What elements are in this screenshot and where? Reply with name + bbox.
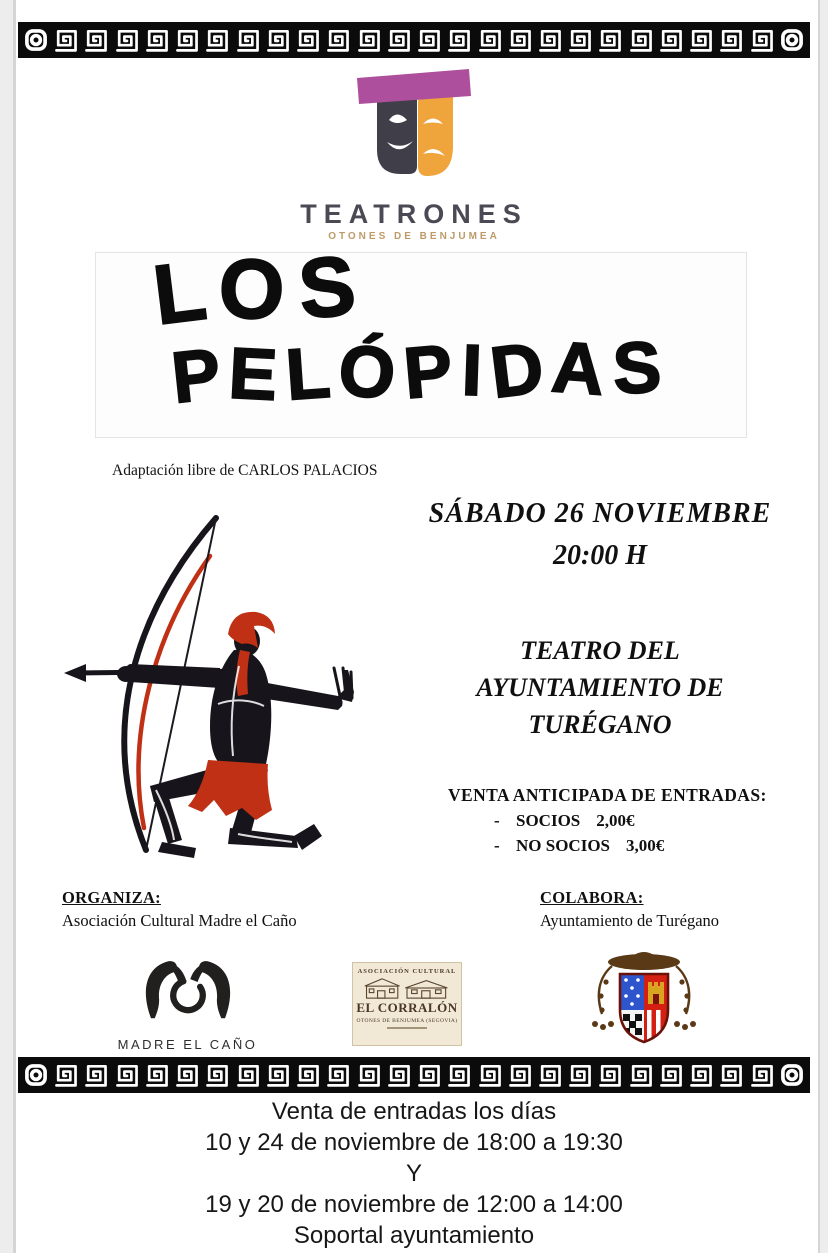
colabora-label: COLABORA: (540, 888, 644, 907)
madre-el-cano-icon (113, 948, 263, 1022)
footer-line: Y (405, 1160, 422, 1187)
tickets-section (402, 785, 798, 856)
ticket-bullet: - (494, 836, 500, 855)
venue-line-1: TEATRO DEL (520, 636, 680, 665)
footer-line: 10 y 24 de noviembre de 18:00 a 19:30 (205, 1129, 623, 1156)
event-venue (402, 632, 798, 743)
el-corralon-top-text: ASOCIACIÓN CULTURAL (357, 968, 457, 975)
tickets-heading: VENTA ANTICIPADA DE ENTRADAS: (448, 785, 767, 805)
organiza-label: ORGANIZA: (62, 888, 161, 907)
el-corralon-logo (352, 962, 462, 1046)
ticket-price: 3,00€ (626, 836, 665, 855)
greek-key-border-bottom (18, 1057, 810, 1093)
ticket-price: 2,00€ (596, 811, 635, 830)
madre-el-cano-caption: MADRE EL CAÑO (117, 1037, 258, 1052)
venue-line-3: TURÉGANO (528, 710, 672, 739)
el-corralon-houses-icon (361, 976, 453, 1000)
venue-line-2: AYUNTAMIENTO DE (476, 673, 724, 702)
turegano-coat-of-arms-icon (582, 936, 706, 1052)
archer-illustration (42, 498, 382, 880)
madre-el-cano-logo (95, 948, 280, 1052)
event-date: SÁBADO 26 NOVIEMBRE (428, 498, 772, 529)
el-corralon-fine-print (387, 1027, 427, 1029)
footer-line: Venta de entradas los días (271, 1098, 557, 1125)
theater-masks-icon (349, 62, 479, 194)
footer-line: 19 y 20 de noviembre de 12:00 a 14:00 (205, 1191, 623, 1218)
ticket-item (402, 811, 798, 831)
brand-title: TEATRONES (300, 199, 528, 229)
el-corralon-name: EL CORRALÓN (356, 1000, 458, 1015)
ticket-bullet: - (494, 811, 500, 830)
ticket-item (402, 836, 798, 856)
left-margin-strip (0, 0, 16, 1253)
right-margin-strip (818, 0, 828, 1253)
organiza-credit (62, 888, 297, 931)
event-time: 20:00 H (552, 540, 648, 571)
footer-line: Soportal ayuntamiento (293, 1222, 535, 1249)
greek-key-border-top (18, 22, 810, 58)
title-line-2: PELÓPIDAS (168, 326, 672, 419)
title-line-1: LOS (148, 236, 373, 343)
footer-sale-info (0, 1096, 828, 1251)
organiza-value: Asociación Cultural Madre el Caño (62, 911, 297, 930)
el-corralon-caption: OTONES DE BENJUMEA (SEGOVIA) (356, 1018, 458, 1024)
brand-tagline: OTONES DE BENJUMEA (328, 231, 500, 242)
adaptation-credit: Adaptación libre de CARLOS PALACIOS (112, 462, 378, 479)
colabora-credit (540, 888, 719, 931)
colabora-value: Ayuntamiento de Turégano (540, 911, 720, 930)
ticket-label: NO SOCIOS (516, 836, 610, 855)
event-info-column (402, 498, 798, 856)
ticket-label: SOCIOS (516, 811, 581, 830)
